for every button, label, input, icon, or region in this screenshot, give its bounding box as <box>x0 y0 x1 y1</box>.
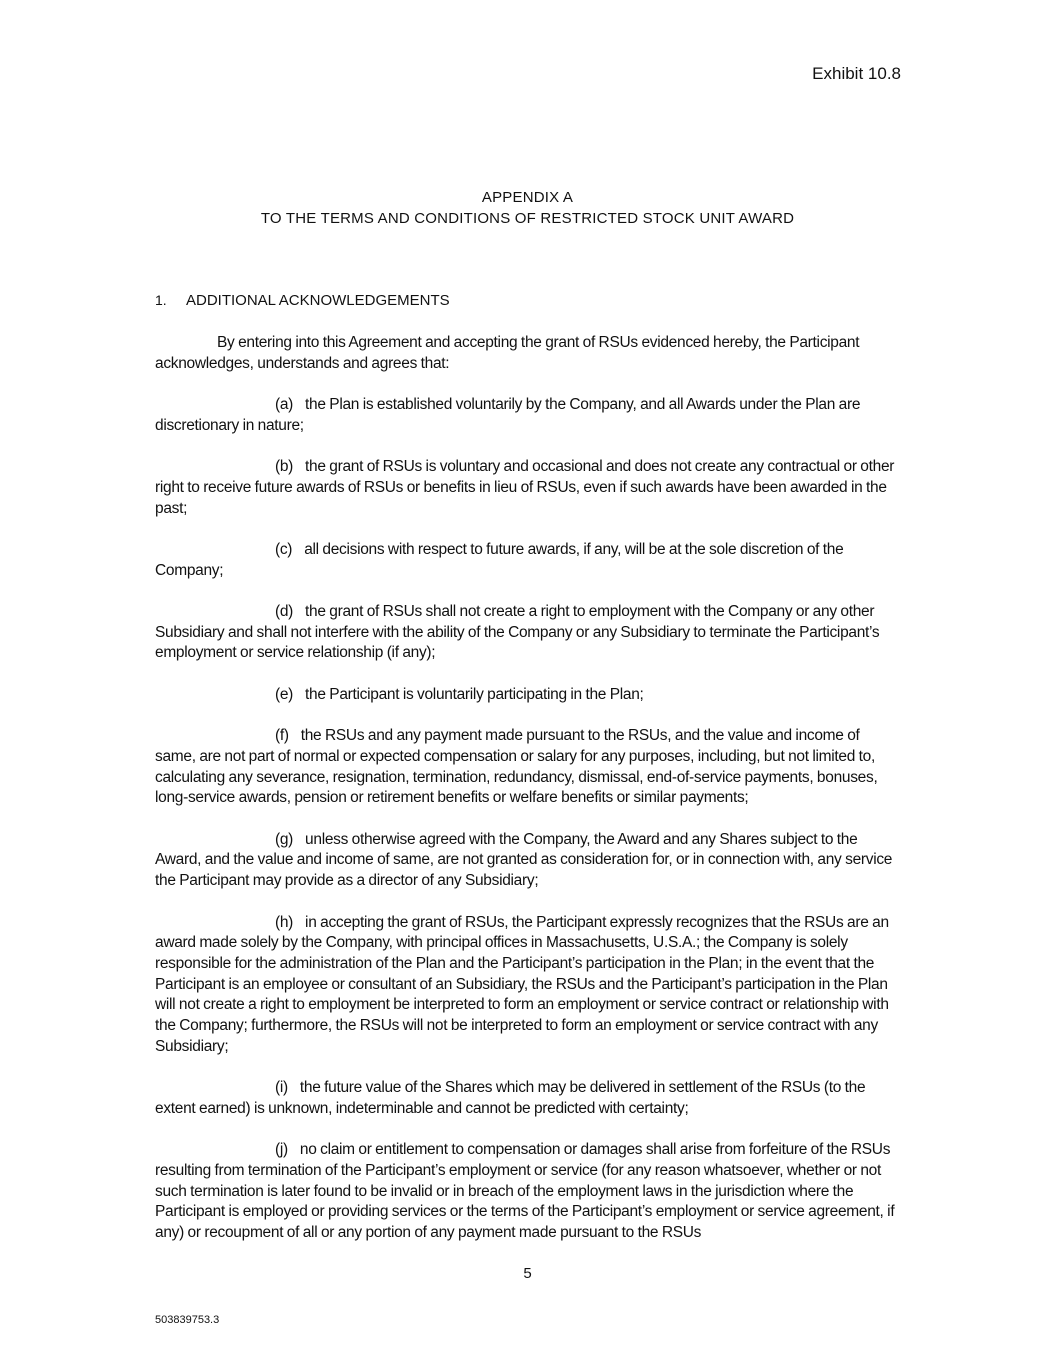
appendix-title: APPENDIX A <box>481 189 574 206</box>
clause-text: the Participant is voluntarily participating in the Plan; <box>305 685 644 703</box>
clause-text: all decisions with respect to future awards, if any, will be at the sole discretion of the Company; <box>155 540 844 579</box>
clause-label: (i) <box>275 1079 288 1097</box>
clause-c <box>155 540 903 581</box>
clause-text: unless otherwise agreed with the Company, the Award and any Shares subject to the Award, and the value and income of same, are not granted as consideration for, or in connection with, any service the Participant may provide as a director of any Subsidiary; <box>155 830 893 890</box>
document-id: 503839753.3 <box>155 1314 220 1326</box>
clause-a <box>155 395 903 436</box>
clause-text: in accepting the grant of RSUs, the Participant expressly recognizes that the RSUs are an award made solely by the Company, with principal offices in Massachusetts, U.S.A.; the Company is solely responsible for the administration of the Plan and the Participant’s participation in the Plan; in the event that the Participant is an employee or consultant of an Subsidiary, the RSUs and the Participant’s participation in the Plan will not create a right to employment be interpreted to form an employment or service contract or relationship with the Company; furthermore, the RSUs will not be interpreted to form an employment or service contract with any Subsidiary; <box>155 913 889 1055</box>
exhibit-label: Exhibit 10.8 <box>812 64 901 83</box>
clause-e <box>155 685 903 706</box>
clause-f <box>155 726 903 809</box>
document-body <box>155 333 903 1264</box>
intro-paragraph: By entering into this Agreement and accepting the grant of RSUs evidenced hereby, the Participant acknowledges, understands and agrees that: <box>155 334 860 372</box>
clause-text: the future value of the Shares which may be delivered in settlement of the RSUs (to the extent earned) is unknown, indeterminable and cannot be predicted with certainty; <box>155 1079 866 1117</box>
clause-label: (g) <box>275 830 294 848</box>
section-heading <box>155 292 450 309</box>
section-number: 1. <box>155 292 167 308</box>
clause-label: (b) <box>275 458 294 476</box>
clause-label: (e) <box>275 685 294 703</box>
clause-text: the grant of RSUs is voluntary and occasional and does not create any contractual or other right to receive future awards of RSUs or benefits in lieu of RSUs, even if such awards have been awarded in the past; <box>155 458 895 517</box>
clause-d <box>155 602 903 664</box>
clause-j <box>155 1140 903 1244</box>
clause-i <box>155 1078 903 1119</box>
clause-label: (f) <box>275 727 289 745</box>
page-number: 5 <box>523 1265 532 1282</box>
section-title: ADDITIONAL ACKNOWLEDGEMENTS <box>186 292 450 309</box>
clause-label: (c) <box>275 540 293 558</box>
clause-h <box>155 913 903 1058</box>
clause-text: no claim or entitlement to compensation or damages shall arise from forfeiture of the RSUs resulting from termination of the Participant’s employment or service (for any reason whatsoever, whether or not such termination is later found to be invalid or in breach of the employment laws in the jurisdiction where the Participant is employed or providing services or the terms of the Participant’s employment or service agreement, if any) or recoupment of all or any portion of any payment made pursuant to the RSUs <box>155 1141 895 1242</box>
clause-label: (a) <box>275 396 294 414</box>
clause-label: (j) <box>275 1141 288 1159</box>
clause-text: the RSUs and any payment made pursuant to the RSUs, and the value and income of same, are not part of normal or expected compensation or salary for any purposes, including, but not limited to, calculating any severance, resignation, termination, redundancy, dismissal, end-of-service payments, bonuses, long-service awards, pension or retirement benefits or welfare benefits or similar payments; <box>155 727 878 807</box>
clause-label: (d) <box>275 603 294 621</box>
clause-text: the Plan is established voluntarily by the Company, and all Awards under the Plan are discretionary in nature; <box>155 396 861 434</box>
appendix-subtitle: TO THE TERMS AND CONDITIONS OF RESTRICTED STOCK UNIT AWARD <box>260 210 795 227</box>
clause-label: (h) <box>275 913 294 931</box>
clause-b <box>155 457 903 519</box>
clause-text: the grant of RSUs shall not create a right to employment with the Company or any other Subsidiary and shall not interfere with the ability of the Company or any Subsidiary to terminate the Participant’s employment or service relationship (if any); <box>155 603 880 662</box>
clause-g <box>155 830 903 892</box>
